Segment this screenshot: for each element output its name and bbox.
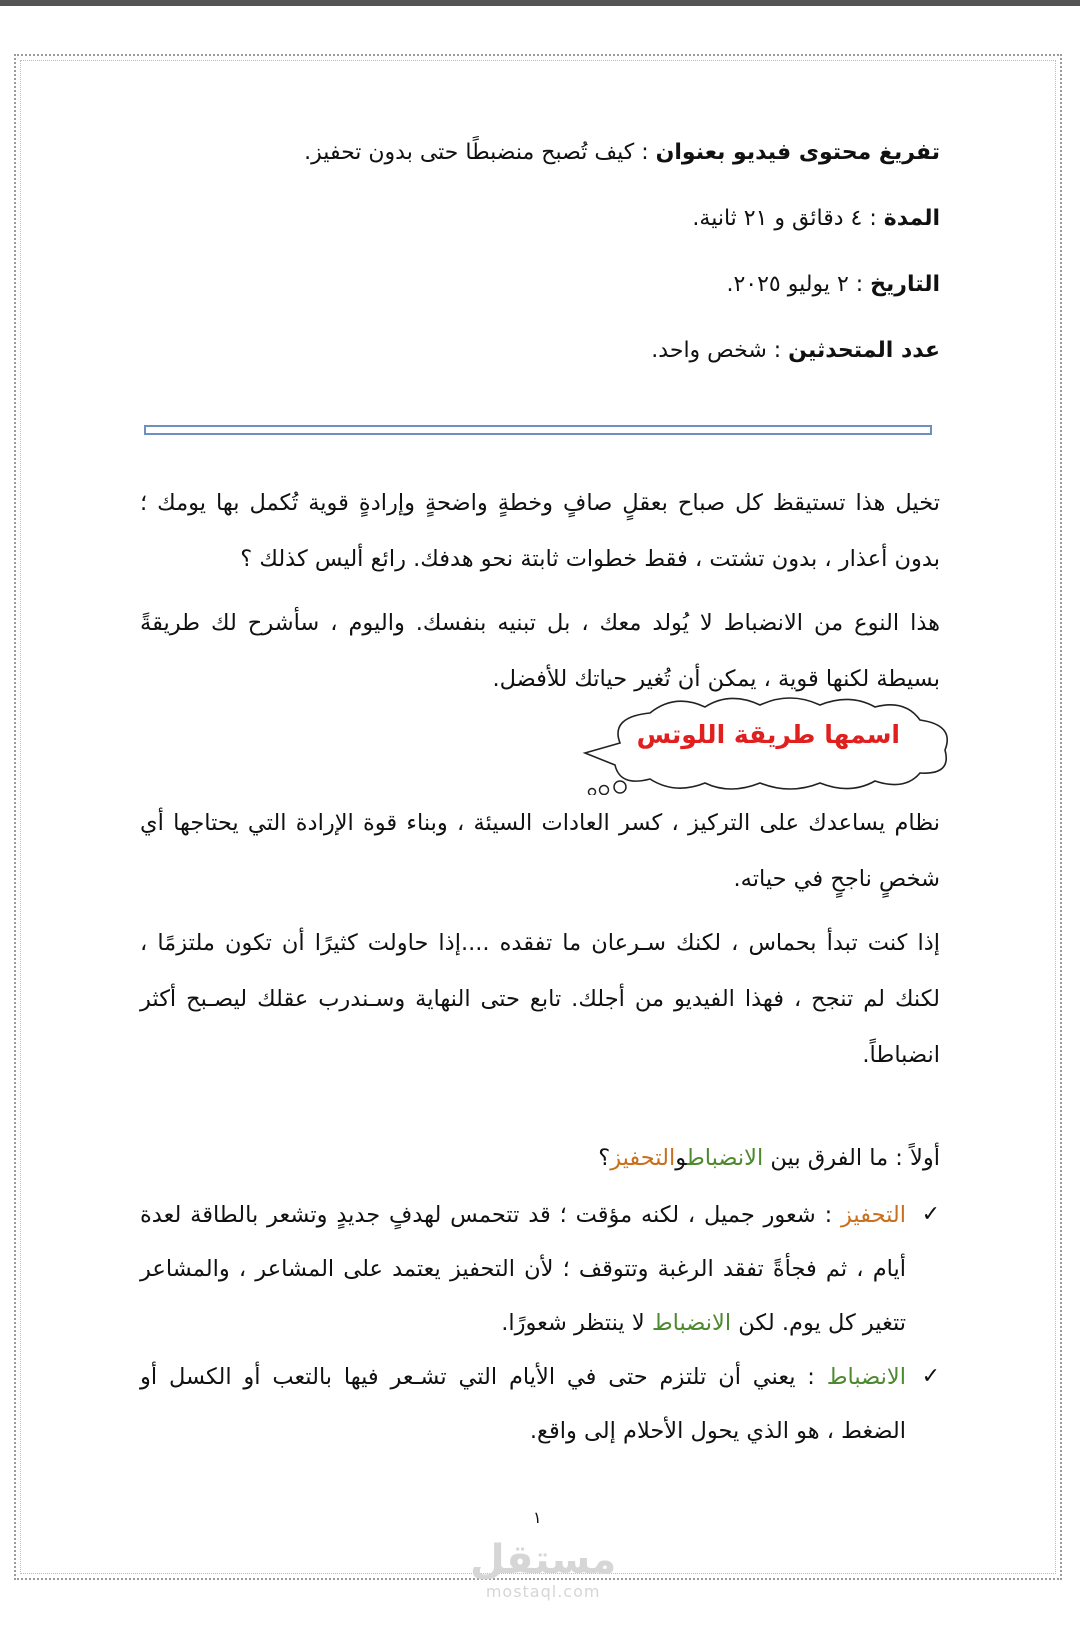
bullet-text-discipline: : يعني أن تلتزم حتى في الأيام التي تشـعر فيها بالتعب أو الكسل أو الضغط ، هو الذي يحول الأحلام إلى واقع. <box>140 1364 906 1444</box>
top-bar <box>0 0 1080 6</box>
title-line <box>304 140 940 165</box>
watermark <box>470 1538 616 1601</box>
section-word-discipline: الانضباط <box>686 1145 764 1171</box>
bullet-text-motivation: : شعور جميل ، لكنه مؤقت ؛ قد تتحمس لهدفٍ جديدٍ وتشعر بالطاقة لعدة أيام ، ثم فجأةً تفقد الرغبة وتتوقف ؛ لأن التحفيز يعتمد على المشاعر ، والمشاعر تتغير كل يوم. لكن <box>140 1202 906 1336</box>
section-suffix: ؟ <box>598 1145 611 1171</box>
speakers-value: : شخص واحد. <box>651 338 782 363</box>
section-connector: و <box>675 1145 687 1171</box>
duration-value: : ٤ دقائق و ٢١ ثانية. <box>692 206 877 231</box>
page-number: ١ <box>533 1508 542 1527</box>
paragraph-discipline: هذا النوع من الانضباط لا يُولد معك ، بل تبنيه بنفسك. واليوم ، سأشرح لك طريقةً بسيطة لكنها قوية ، يمكن أن تُغير حياتك للأفضل. <box>140 610 940 692</box>
bullet-tail-motivation: لا ينتظر شعورًا. <box>501 1310 645 1336</box>
separator-rule <box>144 425 932 435</box>
date-label: التاريخ <box>870 272 940 297</box>
title-value: : كيف تُصبح منضبطًا حتى بدون تحفيز. <box>304 140 649 165</box>
duration-label: المدة <box>883 206 940 231</box>
bullet-motivation <box>140 1188 940 1350</box>
paragraph-intro: تخيل هذا تستيقظ كل صباح بعقلٍ صافٍ وخطةٍ واضحةٍ وإرادةٍ قوية تُكمل بها يومك ؛ بدون أعذار ، بدون تشتت ، فقط خطوات ثابتة نحو هدفك. رائع أليس كذلك ؟ <box>140 490 940 572</box>
checkmark-icon: ✓ <box>921 1364 940 1389</box>
cloud-text: اسمها طريقة اللوتس <box>636 720 900 749</box>
bullet-term-discipline: الانضباط <box>826 1364 906 1390</box>
date-line <box>726 272 940 297</box>
paragraph-system: نظام يساعدك على التركيز ، كسر العادات السيئة ، وبناء قوة الإرادة التي يحتاجها أي شخصٍ ناجحٍ في حياته. <box>140 810 940 892</box>
title-label: تفريغ محتوى فيديو بعنوان <box>655 140 940 165</box>
section-word-motivation: التحفيز <box>610 1145 676 1171</box>
bullet-discipline <box>140 1350 940 1458</box>
watermark-arabic: مستقل <box>470 1537 617 1583</box>
watermark-latin: mostaql.com <box>485 1582 601 1601</box>
date-value: : ٢ يوليو ٢٠٢٥. <box>726 272 864 297</box>
bullet-term-discipline-inline: الانضباط <box>651 1310 732 1336</box>
speakers-label: عدد المتحدثين <box>788 338 940 363</box>
paragraph-enthusiasm: إذا كنت تبدأ بحماس ، لكنك سـرعان ما تفقده ....إذا حاولت كثيرًا أن تكون ملتزمًا ، لكنك لم تنجح ، فهذا الفيديو من أجلك. تابع حتى النهاية وسـندرب عقلك ليصـبح أكثر انضباطاً. <box>140 930 940 1068</box>
section-prefix: أولاً : ما الفرق بين <box>770 1145 940 1171</box>
duration-line <box>692 206 940 231</box>
bullet-term-motivation: التحفيز <box>840 1202 906 1228</box>
checkmark-icon: ✓ <box>921 1202 940 1227</box>
section-heading <box>140 1130 940 1186</box>
speakers-line <box>651 338 940 363</box>
